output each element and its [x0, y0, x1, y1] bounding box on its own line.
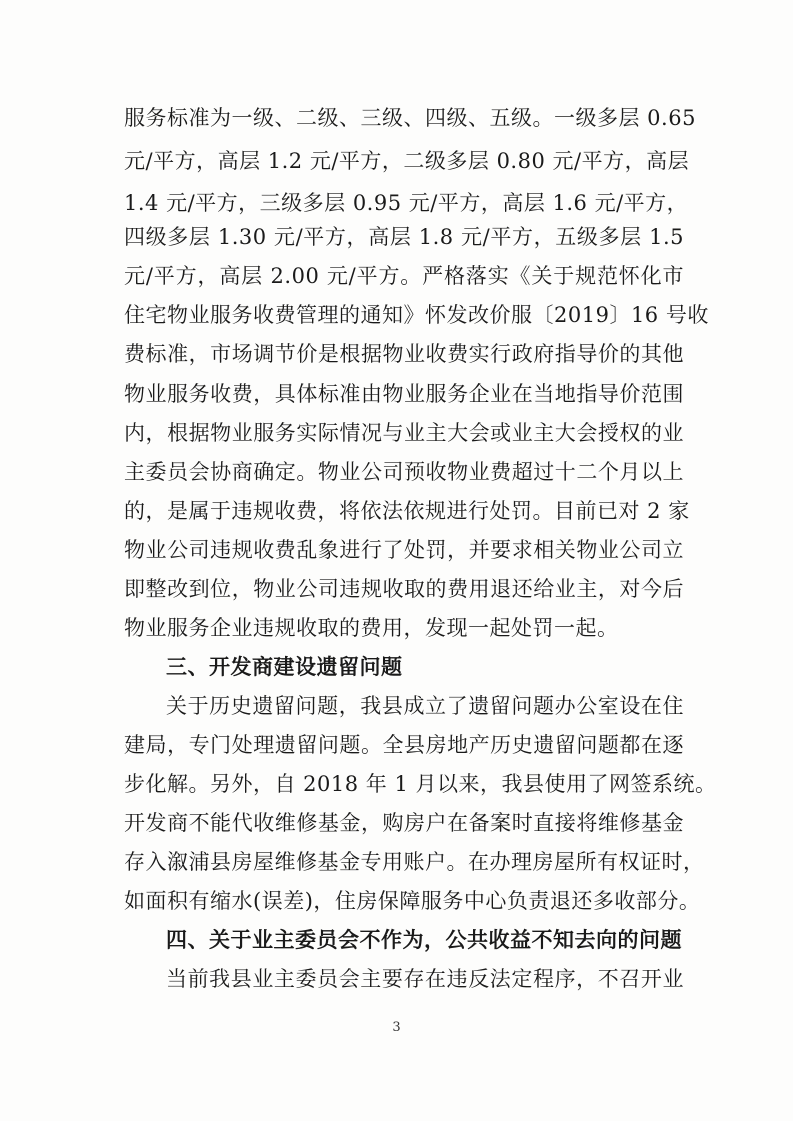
section-heading-4: 四、关于业主委员会不作为，公共收益不知去向的问题: [166, 928, 682, 952]
paragraph-line: 关于历史遗留问题，我县成立了遗留问题办公室设在住: [166, 694, 684, 718]
paragraph-line: 主委员会协商确定。物业公司预收物业费超过十二个月以上: [124, 460, 684, 484]
paragraph-line: 步化解。另外，自 2018 年 1 月以来，我县使用了网签系统。: [124, 772, 717, 796]
paragraph-line: 1.4 元/平方，三级多层 0.95 元/平方，高层 1.6 元/平方，: [124, 191, 689, 215]
paragraph-line: 物业公司违规收费乱象进行了处罚，并要求相关物业公司立: [124, 538, 684, 562]
paragraph-line: 元/平方，高层 1.2 元/平方，二级多层 0.80 元/平方，高层: [124, 149, 690, 173]
paragraph-line: 当前我县业主委员会主要存在违反法定程序，不召开业: [166, 967, 684, 991]
paragraph-line: 开发商不能代收维修基金，购房户在备案时直接将维修基金: [124, 811, 684, 835]
paragraph-line: 元/平方，高层 2.00 元/平方。严格落实《关于规范怀化市: [124, 264, 684, 288]
page-number: 3: [392, 1020, 401, 1035]
paragraph-line: 的，是属于违规收费，将依法依规进行处罚。目前已对 2 家: [124, 499, 690, 523]
paragraph-line: 存入溆浦县房屋维修基金专用账户。在办理房屋所有权证时，: [124, 850, 705, 874]
paragraph-line: 住宅物业服务收费管理的通知》怀发改价服〔2019〕16 号收: [124, 303, 709, 327]
paragraph-line: 即整改到位，物业公司违规收取的费用退还给业主，对今后: [124, 577, 684, 601]
section-heading-3: 三、开发商建设遗留问题: [166, 655, 403, 679]
paragraph-line: 内，根据物业服务实际情况与业主大会或业主大会授权的业: [124, 421, 684, 445]
paragraph-line: 物业服务企业违规收取的费用，发现一起处罚一起。: [124, 616, 619, 640]
paragraph-line: 四级多层 1.30 元/平方，高层 1.8 元/平方，五级多层 1.5: [124, 225, 684, 249]
paragraph-line: 建局，专门处理遗留问题。全县房地产历史遗留问题都在逐: [124, 733, 684, 757]
paragraph-line: 如面积有缩水(误差)，住房保障服务中心负责退还多收部分。: [124, 889, 701, 913]
paragraph-line: 物业服务收费，具体标准由物业服务企业在当地指导价范围: [124, 382, 684, 406]
paragraph-line: 费标准，市场调节价是根据物业收费实行政府指导价的其他: [124, 342, 684, 366]
paragraph-line: 服务标准为一级、二级、三级、四级、五级。一级多层 0.65: [124, 106, 696, 130]
